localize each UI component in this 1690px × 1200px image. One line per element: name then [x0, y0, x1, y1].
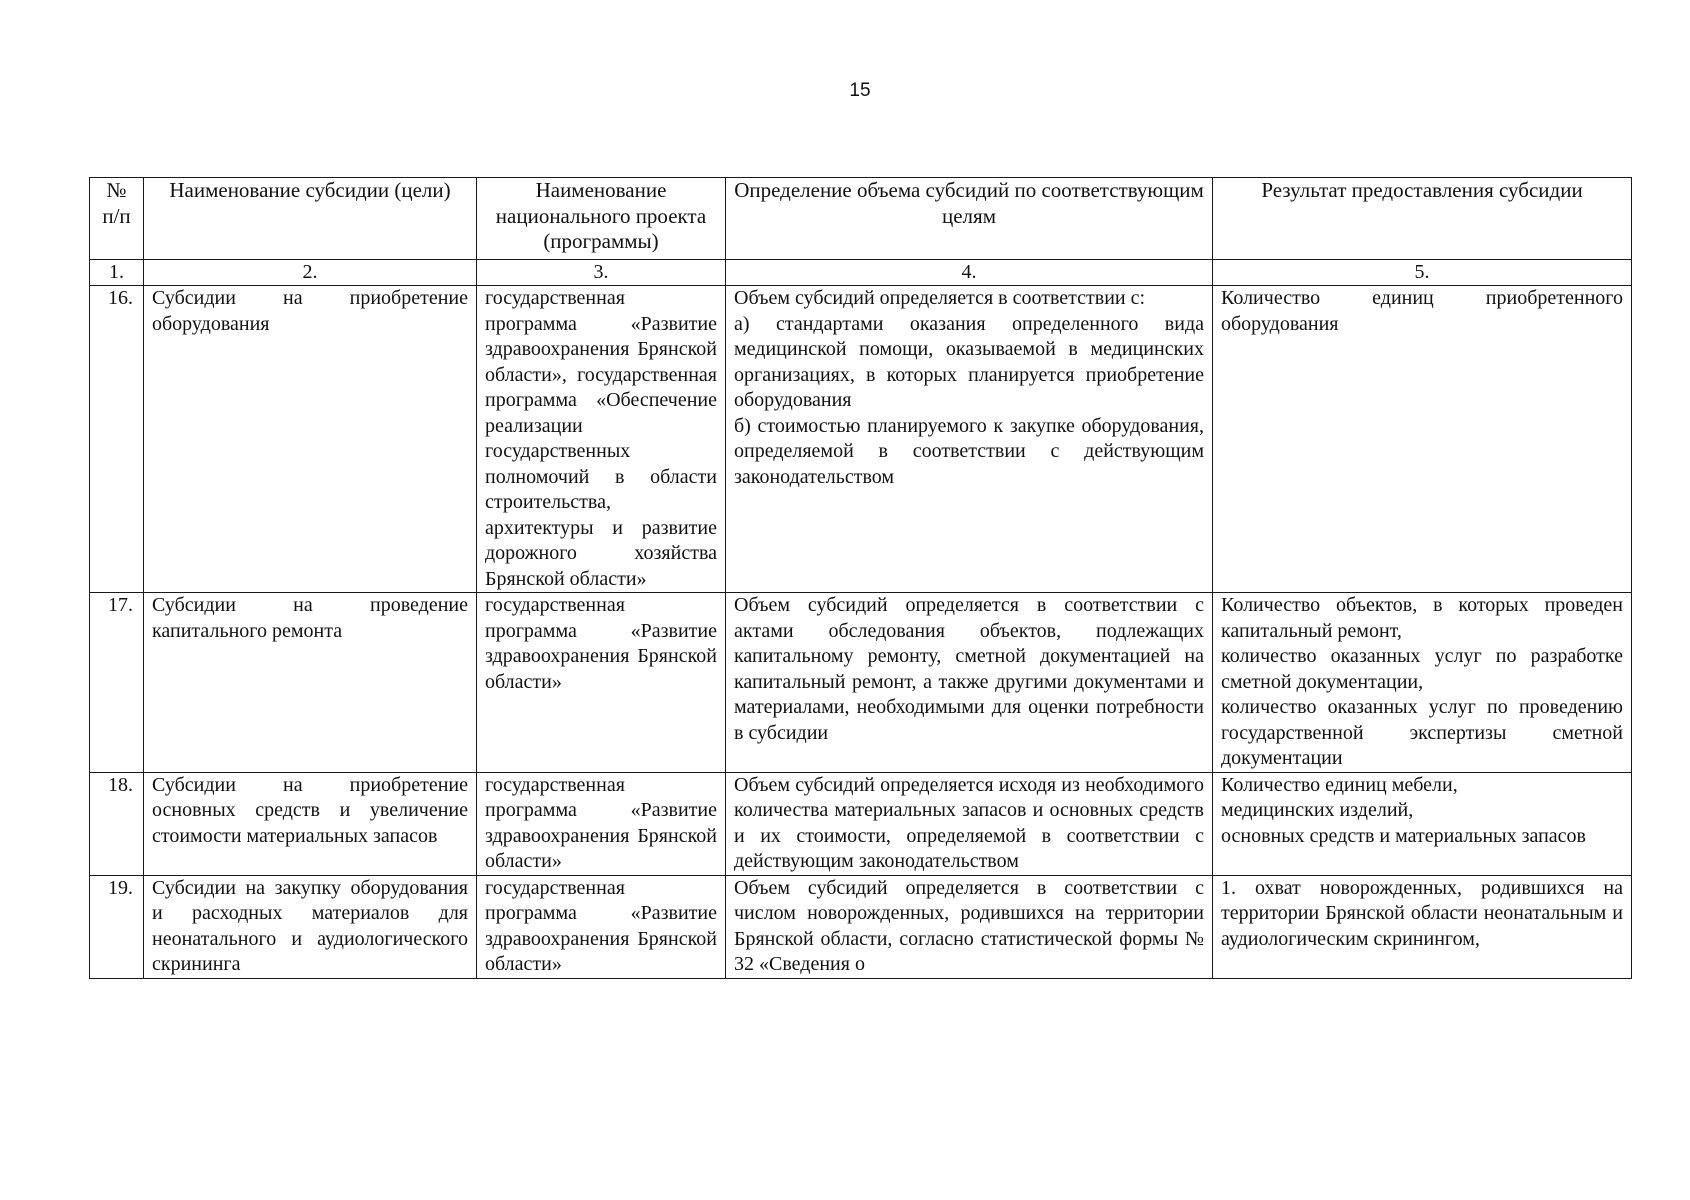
volume-definition [726, 286, 1213, 593]
subsidy-name: Субсидии на приобретение основных средств и увеличение стоимости материальных запасов [144, 772, 477, 875]
volume-definition [726, 593, 1213, 773]
volume-definition [726, 875, 1213, 978]
page-number: 15 [849, 80, 871, 101]
table-row [90, 593, 1632, 773]
header-project-name: Наименование национального проекта (программы) [477, 178, 726, 260]
result-line: Количество объектов, в которых проведен капитальный ремонт, [1221, 594, 1623, 642]
header-volume-definition: Определение объема субсидий по соответствующим целям [726, 178, 1213, 260]
result-line: Количество единиц приобретенного оборудования [1221, 287, 1623, 335]
subsidy-result [1213, 772, 1632, 875]
volume-definition [726, 772, 1213, 875]
table-row [90, 772, 1632, 875]
volume-line: б) стоимостью планируемого к закупке оборудования, определяемой в соответствии с действующим законодательством [734, 414, 1204, 488]
column-number: 1. [90, 260, 144, 286]
volume-line: а) стандартами оказания определенного вида медицинской помощи, оказываемой в медицинских организациях, в которых планируется приобретение оборудования [734, 312, 1204, 411]
table-header-row [90, 178, 1632, 260]
header-subsidy-name: Наименование субсидии (цели) [144, 178, 477, 260]
subsidy-table [89, 177, 1632, 979]
program-name: государственная программа «Развитие здравоохранения Брянской области», государственная программа «Обеспечение реализации государственных полномочий в области строительства, архитектуры и развитие дорожного хозяйства Брянской области» [477, 286, 726, 593]
result-line: медицинских изделий, [1221, 799, 1414, 821]
program-name: государственная программа «Развитие здравоохранения Брянской области» [477, 875, 726, 978]
result-line: количество оказанных услуг по разработке сметной документации, [1221, 645, 1623, 693]
result-line: основных средств и материальных запасов [1221, 824, 1586, 847]
subsidy-name: Субсидии на закупку оборудования и расходных материалов для неонатального и аудиологического скрининга [144, 875, 477, 978]
table-row [90, 286, 1632, 593]
volume-line: Объем субсидий определяется исходя из необходимого количества материальных запасов и основных средств и их стоимости, определяемой в соответствии с действующим законодательством [734, 773, 1204, 872]
header-result: Результат предоставления субсидии [1213, 178, 1632, 260]
subsidy-name: Субсидии на приобретение оборудования [144, 286, 477, 593]
volume-line: Объем субсидий определяется в соответствии с числом новорожденных, родившихся на территории Брянской области, согласно статистической формы № 32 «Сведения о [734, 876, 1204, 975]
column-number: 4. [726, 260, 1213, 286]
program-name: государственная программа «Развитие здравоохранения Брянской области» [477, 772, 726, 875]
subsidy-result [1213, 593, 1632, 773]
column-number: 5. [1213, 260, 1632, 286]
header-number: № п/п [90, 178, 144, 260]
subsidy-name: Субсидии на проведение капитального ремонта [144, 593, 477, 773]
program-name: государственная программа «Развитие здравоохранения Брянской области» [477, 593, 726, 773]
row-number: 16. [90, 286, 144, 593]
column-number: 2. [144, 260, 477, 286]
result-line: количество оказанных услуг по проведению государственной экспертизы сметной документации [1221, 696, 1623, 769]
column-number-row [90, 260, 1632, 286]
result-line: 1. охват новорожденных, родившихся на территории Брянской области неонатальным и аудиологическим скринингом, [1221, 876, 1623, 950]
volume-line: Объем субсидий определяется в соответствии с: [734, 287, 1146, 309]
column-number: 3. [477, 260, 726, 286]
table-row [90, 875, 1632, 978]
result-line: Количество единиц мебели, [1221, 773, 1458, 796]
volume-line: Объем субсидий определяется в соответствии с актами обследования объектов, подлежащих капитальному ремонту, сметной документацией на капитальный ремонт, а также другими документами и материалами, необходимыми для оценки потребности в субсидии [734, 594, 1204, 744]
row-number: 17. [90, 593, 144, 773]
row-number: 18. [90, 772, 144, 875]
subsidy-result [1213, 286, 1632, 593]
row-number: 19. [90, 875, 144, 978]
subsidy-result [1213, 875, 1632, 978]
